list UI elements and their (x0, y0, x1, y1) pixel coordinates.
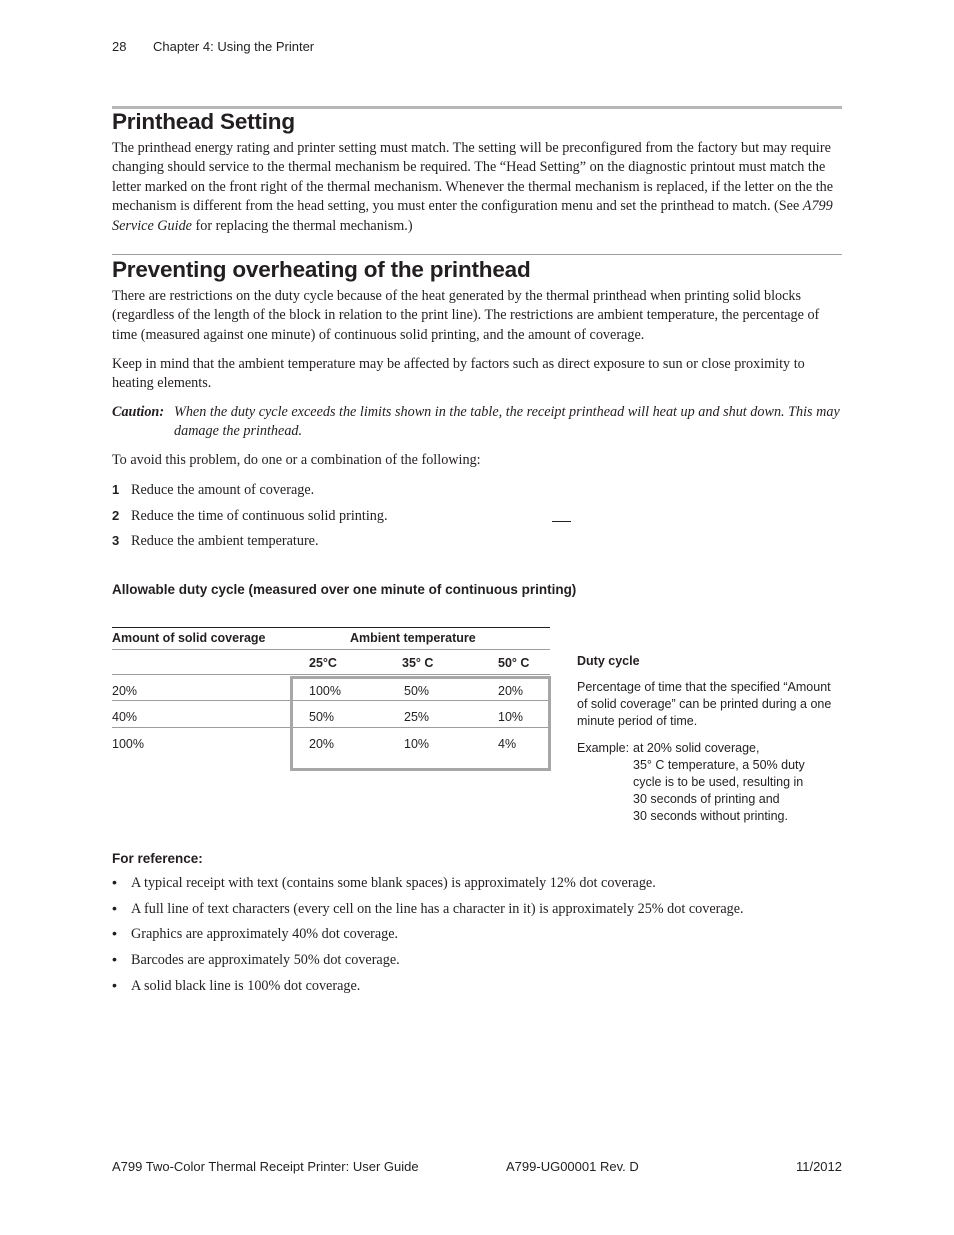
example-label: Example: (577, 741, 630, 755)
table-title: Allowable duty cycle (measured over one minute of continuous printing) (112, 582, 577, 597)
duty-cycle-heading: Duty cycle (577, 654, 640, 668)
section-divider (112, 254, 842, 255)
section-title-overheating: Preventing overheating of the printhead (112, 257, 531, 282)
temp-header-25: 25°C (309, 656, 337, 670)
footer-doc-number: A799-UG00001 Rev. D (506, 1159, 639, 1174)
chapter-title: Chapter 4: Using the Printer (153, 39, 315, 54)
temp-header-50: 50° C (498, 656, 530, 670)
example-line: 30 seconds without printing. (633, 809, 788, 823)
table-rule (112, 674, 550, 675)
reference-heading: For reference: (112, 851, 203, 866)
caution-label: Caution: (112, 404, 165, 420)
bullet-icon: • (112, 978, 117, 994)
list-item: • A solid black line is 100% dot coverage. (112, 978, 361, 994)
printhead-setting-paragraph: The printhead energy rating and printer setting must match. The setting will be preconfigured from the factory but may require changing should service to the thermal mechanism be required. The “Head Setting” on the diagnostic printout must match the letter marked on the front right of the thermal mechanism. Whenever the thermal mechanism is replaced, if the letter on the the mechanism is different from the head setting, you must enter the configuration menu and set the printhead to match. (See A799 Service Guide for replacing the thermal mechanism.) (112, 140, 834, 234)
section-title-printhead-setting: Printhead Setting (112, 109, 295, 134)
bullet-icon: • (112, 875, 117, 891)
list-item: • Barcodes are approximately 50% dot coverage. (112, 952, 400, 968)
list-item: 1 Reduce the amount of coverage. (112, 482, 315, 498)
list-item: • A full line of text characters (every cell on the line has a character in it) is approximately 25% dot coverage. (112, 901, 744, 917)
bullet-icon: • (112, 901, 117, 917)
temp-header-35: 35° C (402, 656, 434, 670)
list-item: • A typical receipt with text (contains some blank spaces) is approximately 12% dot coverage. (112, 875, 656, 891)
example-line: cycle is to be used, resulting in (633, 775, 804, 789)
ambient-paragraph: Keep in mind that the ambient temperature may be affected by factors such as direct exposure to sun or close proximity to heating elements. (112, 356, 805, 392)
example-line: at 20% solid coverage, (633, 741, 760, 755)
example-line: 35° C temperature, a 50% duty (633, 758, 805, 772)
table-rule (112, 649, 550, 650)
page-number: 28 (112, 39, 127, 54)
column-header-coverage: Amount of solid coverage (112, 631, 266, 645)
footer-date: 11/2012 (795, 1159, 842, 1174)
bullet-icon: • (112, 926, 117, 942)
duty-cycle-definition: Percentage of time that the specified “Amount of solid coverage” can be printed during a one minute period of time. (577, 680, 832, 729)
footer-title: A799 Two-Color Thermal Receipt Printer: User Guide (112, 1159, 419, 1174)
example-line: 30 seconds of printing and (633, 792, 780, 806)
overheating-paragraph: There are restrictions on the duty cycle because of the heat generated by the thermal printhead when printing solid blocks (regardless of the length of the block in relation to the print line). The restrictions are ambient temperature, the percentage of time (measured against one minute) of continuous solid printing, and the amount of coverage. (112, 288, 820, 343)
table-top-rule (112, 627, 550, 628)
bullet-icon: • (112, 952, 117, 968)
avoid-intro: To avoid this problem, do one or a combination of the following: (112, 452, 481, 468)
list-item: 2 Reduce the time of continuous solid printing. (112, 508, 388, 524)
service-guide-reference: A799 Service Guide (112, 198, 833, 234)
list-item: • Graphics are approximately 40% dot coverage. (112, 926, 399, 942)
running-head (112, 39, 314, 54)
list-item: 3 Reduce the ambient temperature. (112, 533, 319, 549)
stray-mark (552, 521, 571, 522)
column-header-ambient: Ambient temperature (350, 631, 476, 645)
caution-text: When the duty cycle exceeds the limits shown in the table, the receipt printhead will heat up and shut down. This may damage the printhead. (174, 404, 840, 440)
